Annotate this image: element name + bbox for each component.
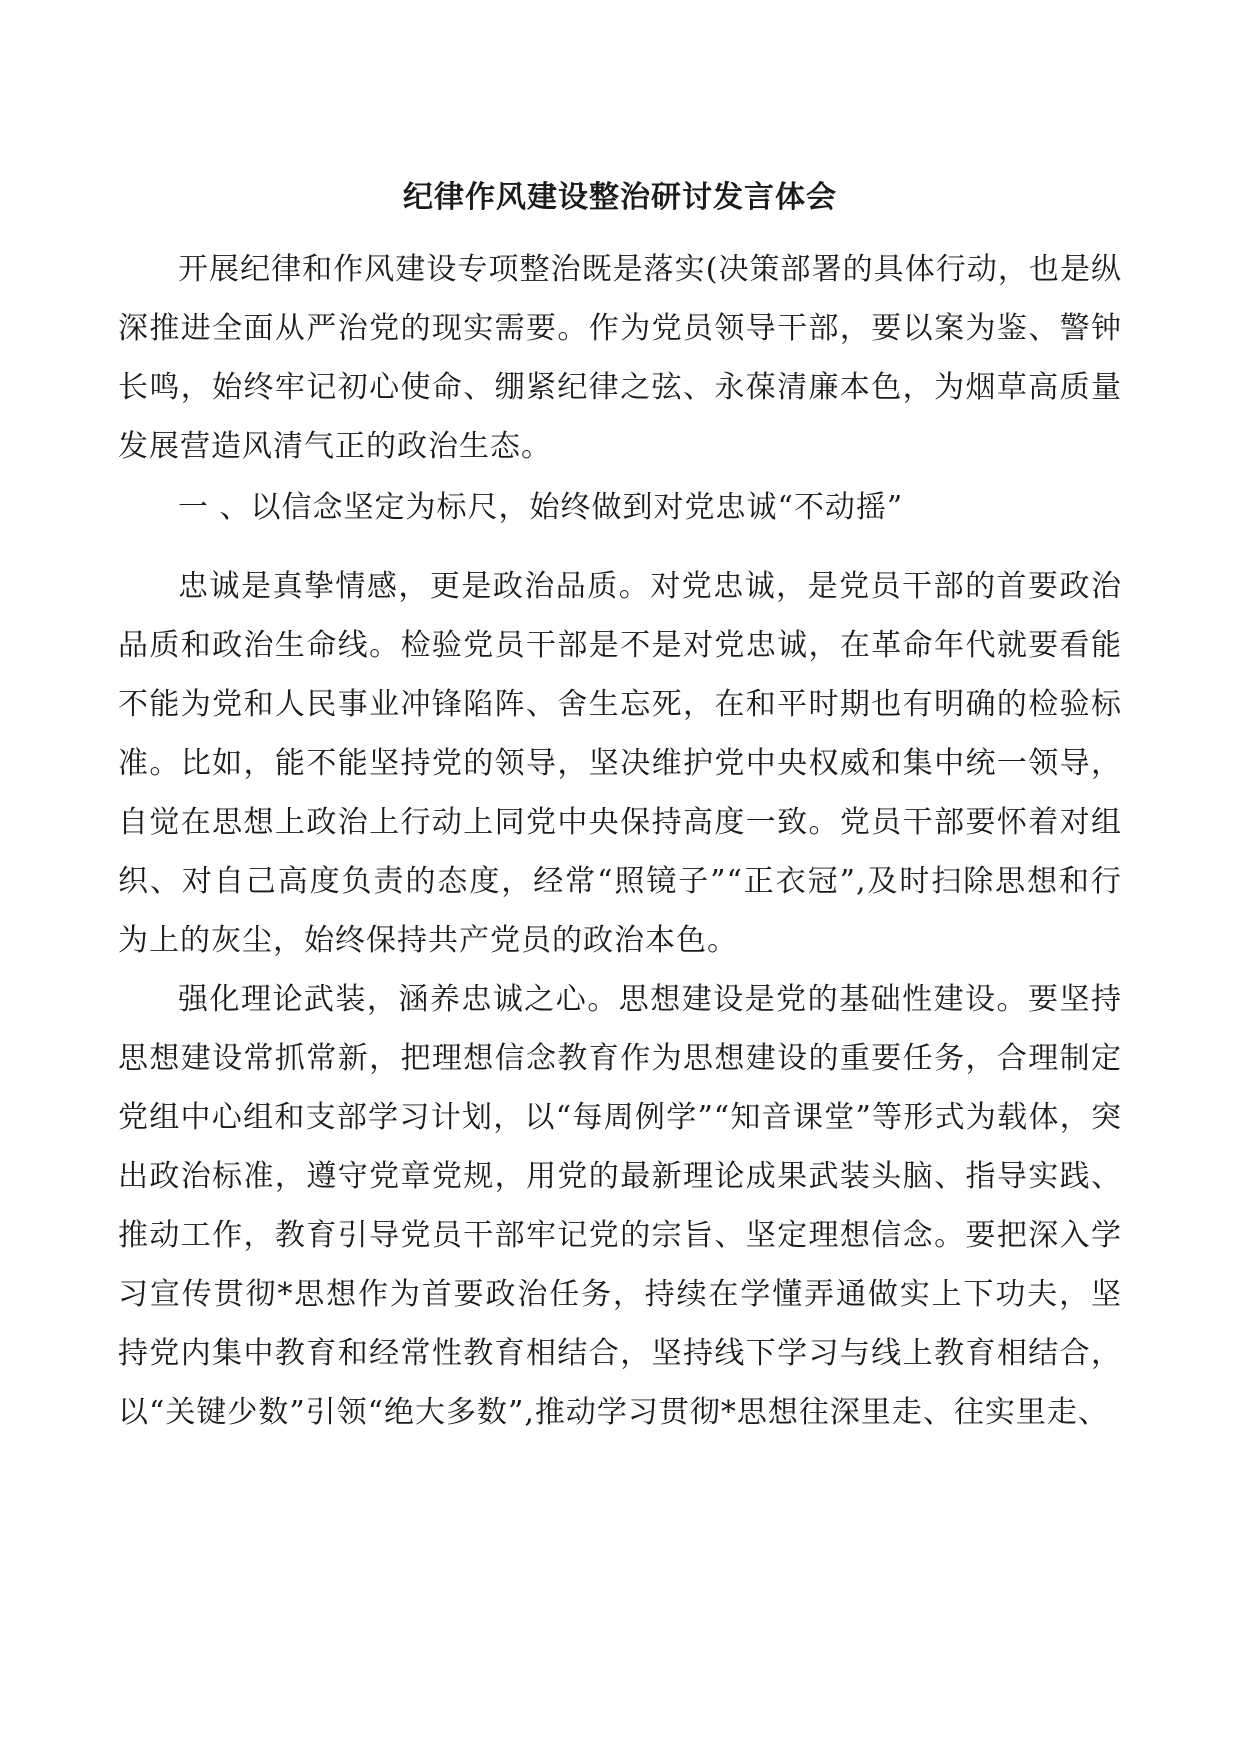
paragraph-loyalty: 忠诚是真挚情感，更是政治品质。对党忠诚，是党员干部的首要政治品质和政治生命线。检验党员干部是不是对党忠诚，在革命年代就要看能不能为党和人民事业冲锋陷阵、舍生忘死，在和平时期也有明确的检验标准。比如，能不能坚持党的领导，坚决维护党中央权威和集中统一领导，自觉在思想上政治上行动上同党中央保持高度一致。党员干部要怀着对组织、对自己高度负责的态度，经常“照镜子”“正衣冠”,及时扫除思想和行为上的灰尘，始终保持共产党员的政治本色。 — [118, 569, 1122, 958]
paragraph-theory: 强化理论武装，涵养忠诚之心。思想建设是党的基础性建设。要坚持思想建设常抓常新，把理想信念教育作为思想建设的重要任务，合理制定党组中心组和支部学习计划，以“每周例学”“知音课堂”等形式为载体，突出政治标准，遵守党章党规，用党的最新理论成果武装头脑、指导实践、推动工作，教育引导党员干部牢记党的宗旨、坚定理想信念。要把深入学习宣传贯彻*思想作为首要政治任务，持续在学懂弄通做实上下功夫，坚持党内集中教育和经常性教育相结合，坚持线下学习与线上教育相结合，以“关键少数”引领“绝大多数”,推动学习贯彻*思想往深里走、往实里走、 — [118, 982, 1122, 1430]
section-heading: 一 、以信念坚定为标尺，始终做到对党忠诚“不动摇” — [178, 490, 904, 525]
document-title: 纪律作风建设整治研讨发言体会 — [403, 180, 837, 215]
paragraph-intro: 开展纪律和作风建设专项整治既是落实(决策部署的具体行动，也是纵深推进全面从严治党的现实需要。作为党员领导干部，要以案为鉴、警钟长鸣，始终牢记初心使命、绷紧纪律之弦、永葆清廉本色，为烟草高质量发展营造风清气正的政治生态。 — [118, 252, 1122, 464]
